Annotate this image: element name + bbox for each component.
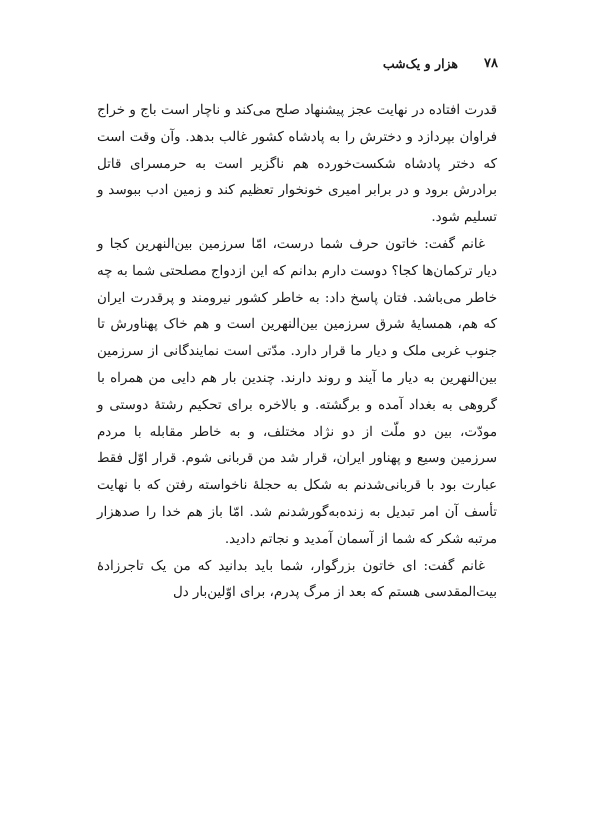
body-text <box>97 98 497 607</box>
page-number: ۷۸ <box>484 55 498 71</box>
running-head <box>98 52 498 74</box>
paragraph: قدرت افتاده در نهایت عجز پیشنهاد صلح می‌کند و ناچار است باج و خراج فراوان بپردازد و دخترش را به پادشاه کشور غالب بدهد. وآن وقت است که دختر پادشاه شکست‌خورده هم ناگزیر است به حرمسرای قاتل برادرش برود و در برابر امیری خونخوار تعظیم کند و زمین ادب ببوسد و تسلیم شود. <box>97 103 497 226</box>
paragraph: غانم گفت: خاتون حرف شما درست، امّا سرزمین بین‌النهرین کجا و دیار ترکمان‌ها کجا؟ دوست دارم بدانم که این ازدواج مصلحتی شما به چه خاطر می‌باشد. فتان پاسخ داد: به خاطر کشور نیرومند و پرقدرت ایران که هم، همسایهٔ شرق سرزمین بین‌النهرین است و هم خاک پهناورش تا جنوب غربی ملک و دیار ما قرار دارد. مدّتی است نمایندگانی از سرزمین بین‌النهرین به دیار ما آیند و روند دارند. چندین بار هم دایی من همراه با گروهی به بغداد آمده و برگشته. و بالاخره برای تحکیم رشتهٔ دوستی و مودّت، بین دو ملّت از دو نژاد مختلف، و به خاطر مقابله با مردم سرزمین وسیع و پهناور ایران، قرار شد من قربانی شوم. قرار اوّل فقط عبارت بود با قربانی‌شدنم به شکل به حجلهٔ ناخواسته رفتن که با نهایت تأسف آن امر تبدیل به زنده‌به‌گورشدنم شد. امّا باز هم خدا را صدهزار مرتبه شکر که شما از آسمان آمدید و نجاتم دادید. <box>97 236 497 547</box>
book-title: هزار و یک‌شب <box>382 55 459 71</box>
paragraph: غانم گفت: ای خاتون بزرگوار، شما باید بدانید که من یک تاجرزادهٔ بیت‌المقدسی هستم که بعد از مرگ پدرم، برای اوّلین‌بار دل <box>97 558 497 601</box>
